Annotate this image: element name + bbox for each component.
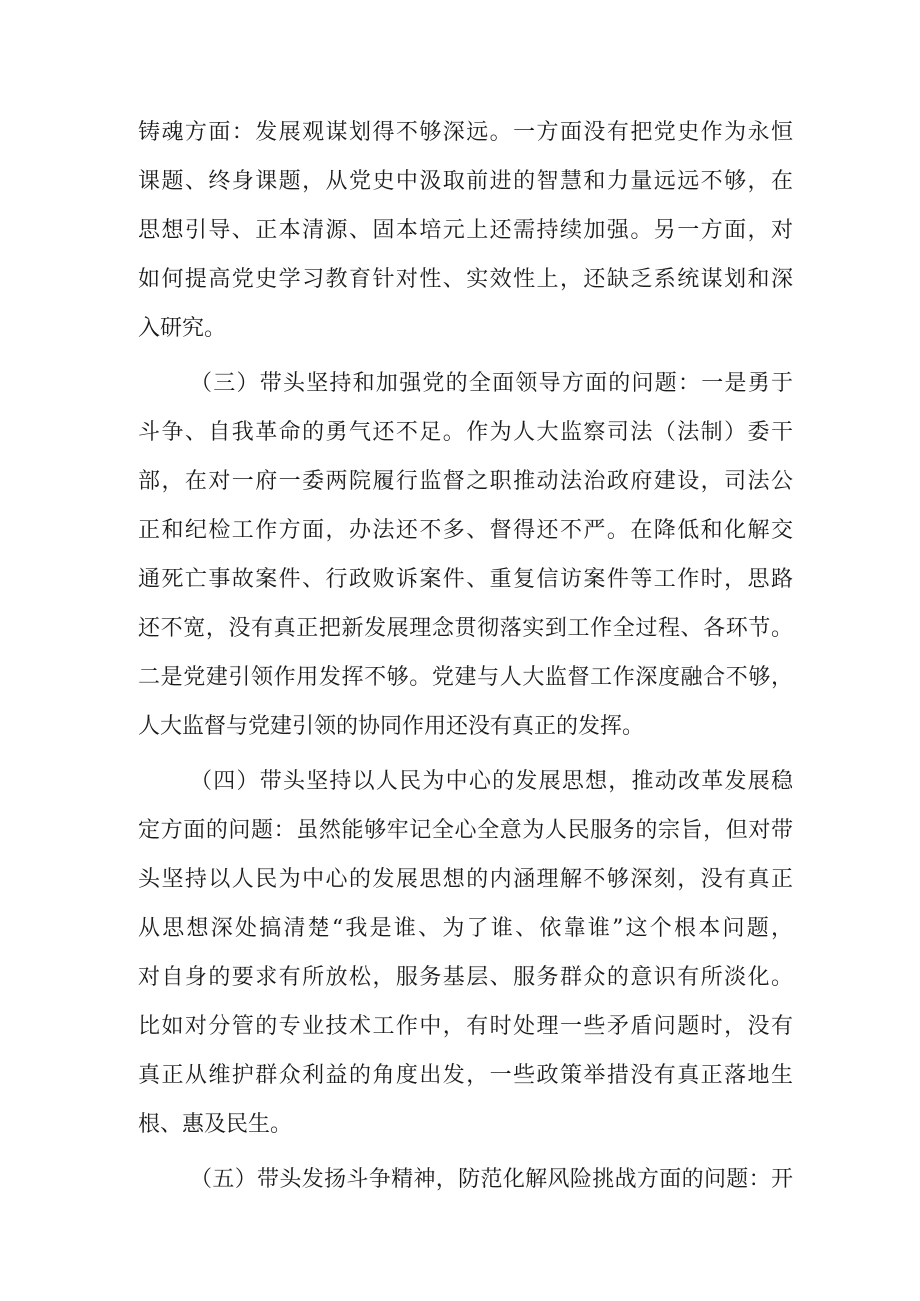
paragraph	[138, 359, 793, 751]
text-line: 从思想深处搞清楚“我是谁、为了谁、依靠谁”这个根本问题，	[138, 916, 793, 941]
text-line: 对自身的要求有所放松，服务基层、服务群众的意识有所淡化。	[138, 965, 793, 990]
text-line: 斗争、自我革命的勇气还不足。作为人大监察司法（法制）委干	[138, 420, 793, 445]
text-line: 正和纪检工作方面，办法还不多、督得还不严。在降低和化解交	[138, 518, 793, 543]
text-line: （四）带头坚持以人民为中心的发展思想，推动改革发展稳	[190, 769, 793, 794]
text-line: 课题、终身课题，从党史中汲取前进的智慧和力量远远不够，在	[138, 169, 793, 194]
text-line: 部，在对一府一委两院履行监督之职推动法治政府建设，司法公	[138, 469, 793, 494]
text-line: 根、惠及民生。	[138, 1112, 293, 1137]
paragraph	[138, 108, 793, 353]
text-line: 通死亡事故案件、行政败诉案件、重复信访案件等工作时，思路	[138, 567, 793, 592]
text-line: 入研究。	[138, 316, 227, 341]
paragraph	[138, 1155, 793, 1204]
text-line: 定方面的问题：虽然能够牢记全心全意为人民服务的宗旨，但对带	[138, 818, 793, 843]
text-line: 思想引导、正本清源、固本培元上还需持续加强。另一方面，对	[138, 218, 793, 243]
paragraph	[138, 757, 793, 1149]
text-line: 比如对分管的专业技术工作中，有时处理一些矛盾问题时，没有	[138, 1014, 793, 1039]
text-line: 如何提高党史学习教育针对性、实效性上，还缺乏系统谋划和深	[138, 267, 793, 292]
text-line: 人大监督与党建引领的协同作用还没有真正的发挥。	[138, 714, 645, 739]
text-line: 铸魂方面：发展观谋划得不够深远。一方面没有把党史作为永恒	[138, 120, 793, 145]
text-line: 真正从维护群众利益的角度出发，一些政策举措没有真正落地生	[138, 1063, 793, 1088]
document-body	[138, 108, 793, 1204]
text-line: 二是党建引领作用发挥不够。党建与人大监督工作深度融合不够，	[138, 665, 793, 690]
text-line: 头坚持以人民为中心的发展思想的内涵理解不够深刻，没有真正	[138, 867, 793, 892]
text-line: （三）带头坚持和加强党的全面领导方面的问题：一是勇于	[190, 371, 793, 396]
text-line: 还不宽，没有真正把新发展理念贯彻落实到工作全过程、各环节。	[138, 616, 793, 641]
text-line: （五）带头发扬斗争精神，防范化解风险挑战方面的问题：开	[190, 1167, 793, 1192]
